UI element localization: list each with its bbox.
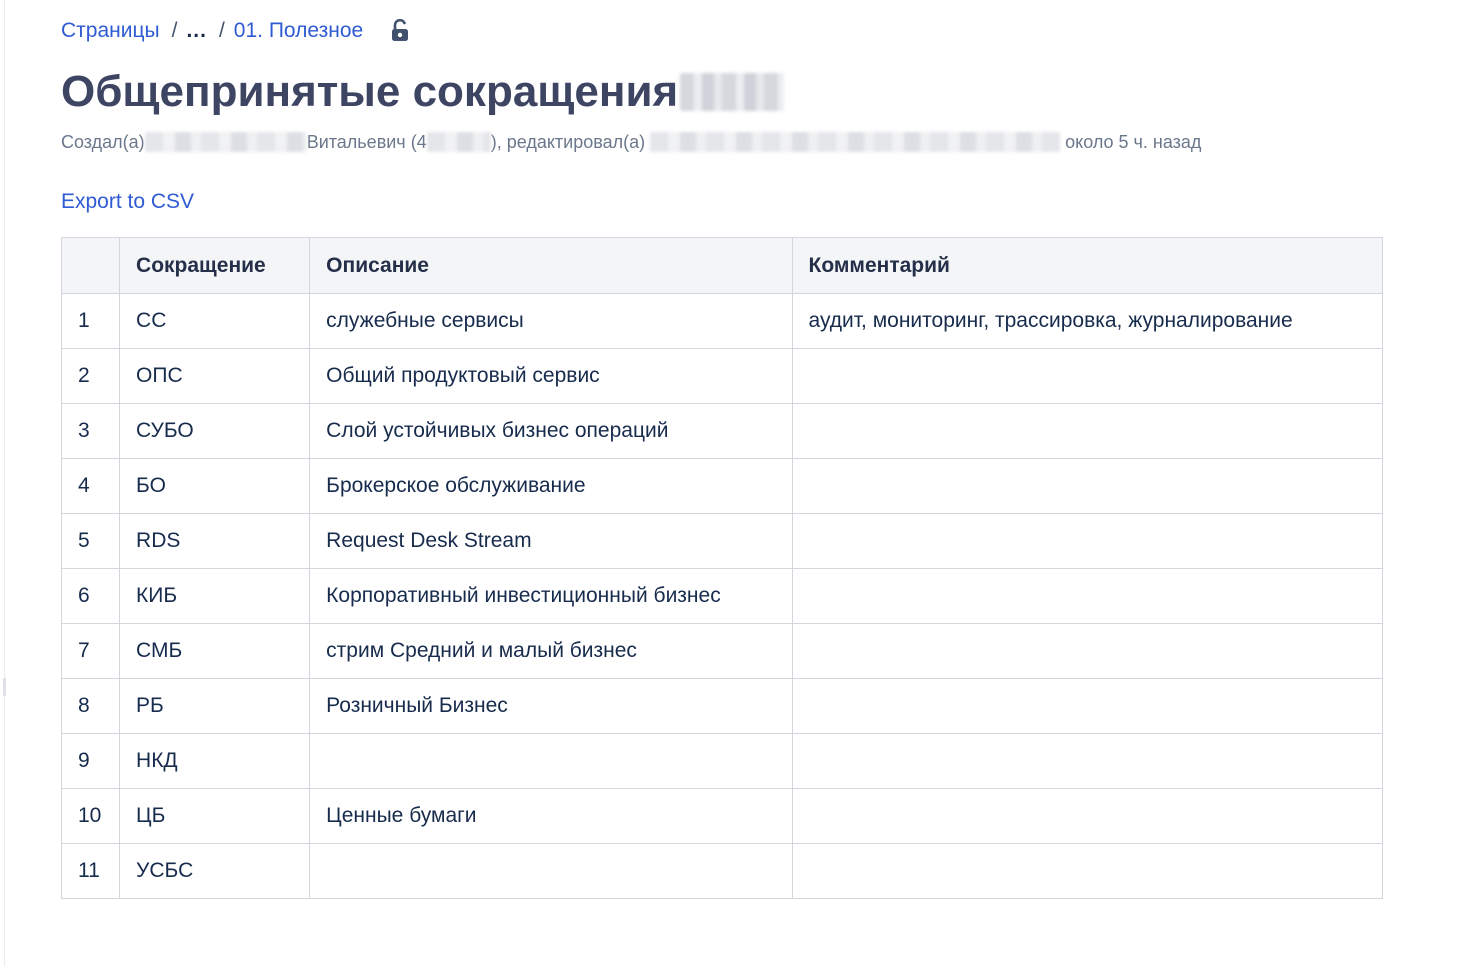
breadcrumb-ellipsis-link[interactable]: ... (186, 19, 207, 42)
redacted-title-suffix (680, 73, 784, 111)
description-cell: Корпоративный инвестиционный бизнес (310, 569, 792, 624)
comment-cell (792, 514, 1382, 569)
abbreviation-cell: СС (120, 294, 310, 349)
table-row (62, 294, 1383, 349)
abbreviation-cell: БО (120, 459, 310, 514)
row-number: 5 (62, 514, 120, 569)
abbreviation-cell: СМБ (120, 624, 310, 679)
unlocked-padlock-icon[interactable] (389, 19, 411, 43)
table-row (62, 404, 1383, 459)
abbreviation-cell: СУБО (120, 404, 310, 459)
row-number: 9 (62, 734, 120, 789)
comment-cell (792, 349, 1382, 404)
description-cell: Розничный Бизнес (310, 679, 792, 734)
description-cell: стрим Средний и малый бизнес (310, 624, 792, 679)
row-number: 2 (62, 349, 120, 404)
edit-time[interactable]: около 5 ч. назад (1065, 131, 1202, 152)
table-row (62, 349, 1383, 404)
row-number: 1 (62, 294, 120, 349)
comment-cell (792, 789, 1382, 844)
table-row (62, 844, 1383, 899)
table-row (62, 734, 1383, 789)
row-number: 10 (62, 789, 120, 844)
comment-cell (792, 624, 1382, 679)
description-cell: Ценные бумаги (310, 789, 792, 844)
description-cell: Request Desk Stream (310, 514, 792, 569)
export-csv-link[interactable]: Export to CSV (61, 190, 195, 213)
header-abbreviation: Сокращение (120, 238, 310, 294)
abbreviation-cell: НКД (120, 734, 310, 789)
row-number: 4 (62, 459, 120, 514)
row-number: 8 (62, 679, 120, 734)
comment-cell: аудит, мониторинг, трассировка, журналирование (792, 294, 1382, 349)
redacted-editor-name[interactable] (650, 132, 1060, 152)
row-number: 11 (62, 844, 120, 899)
abbreviation-cell: РБ (120, 679, 310, 734)
description-cell: Брокерское обслуживание (310, 459, 792, 514)
breadcrumb-separator: / (171, 19, 178, 42)
description-cell: Слой устойчивых бизнес операций (310, 404, 792, 459)
comment-cell (792, 679, 1382, 734)
breadcrumb-root-link[interactable]: Страницы (61, 19, 160, 42)
row-number: 3 (62, 404, 120, 459)
abbreviation-cell: КИБ (120, 569, 310, 624)
table-row (62, 459, 1383, 514)
unlocked-padlock-icon-graphic (390, 19, 410, 43)
redacted-author-id (427, 132, 491, 152)
table-row (62, 679, 1383, 734)
row-number: 6 (62, 569, 120, 624)
edited-by-label: ), редактировал(а) (490, 131, 646, 152)
row-number: 7 (62, 624, 120, 679)
description-cell (310, 734, 792, 789)
abbreviation-cell: RDS (120, 514, 310, 569)
comment-cell (792, 404, 1382, 459)
breadcrumb-separator: / (218, 19, 225, 42)
abbreviation-cell: УСБС (120, 844, 310, 899)
comment-cell (792, 734, 1382, 789)
description-cell (310, 844, 792, 899)
author-visible-text: Витальевич (4 (306, 131, 427, 152)
sidebar-resize-handle[interactable] (3, 678, 6, 696)
page-title-row (61, 62, 784, 122)
comment-cell (792, 844, 1382, 899)
page-edge-divider (4, 0, 5, 966)
comment-cell (792, 569, 1382, 624)
breadcrumb (61, 16, 411, 46)
description-cell: Общий продуктовый сервис (310, 349, 792, 404)
created-by-label: Создал(а) (61, 131, 145, 152)
page-title: Общепринятые сокращения (61, 67, 679, 116)
redacted-author-name[interactable] (145, 132, 307, 152)
breadcrumb-current-link[interactable]: 01. Полезное (233, 19, 364, 42)
header-number (62, 238, 120, 294)
page-byline (61, 128, 1201, 156)
description-cell: служебные сервисы (310, 294, 792, 349)
table-row (62, 624, 1383, 679)
abbreviation-cell: ЦБ (120, 789, 310, 844)
abbreviations-table (61, 237, 1383, 899)
table-row (62, 789, 1383, 844)
abbreviation-cell: ОПС (120, 349, 310, 404)
header-comment: Комментарий (792, 238, 1382, 294)
table-row (62, 569, 1383, 624)
table-row (62, 514, 1383, 569)
header-description: Описание (310, 238, 792, 294)
table-header-row (62, 238, 1383, 294)
comment-cell (792, 459, 1382, 514)
